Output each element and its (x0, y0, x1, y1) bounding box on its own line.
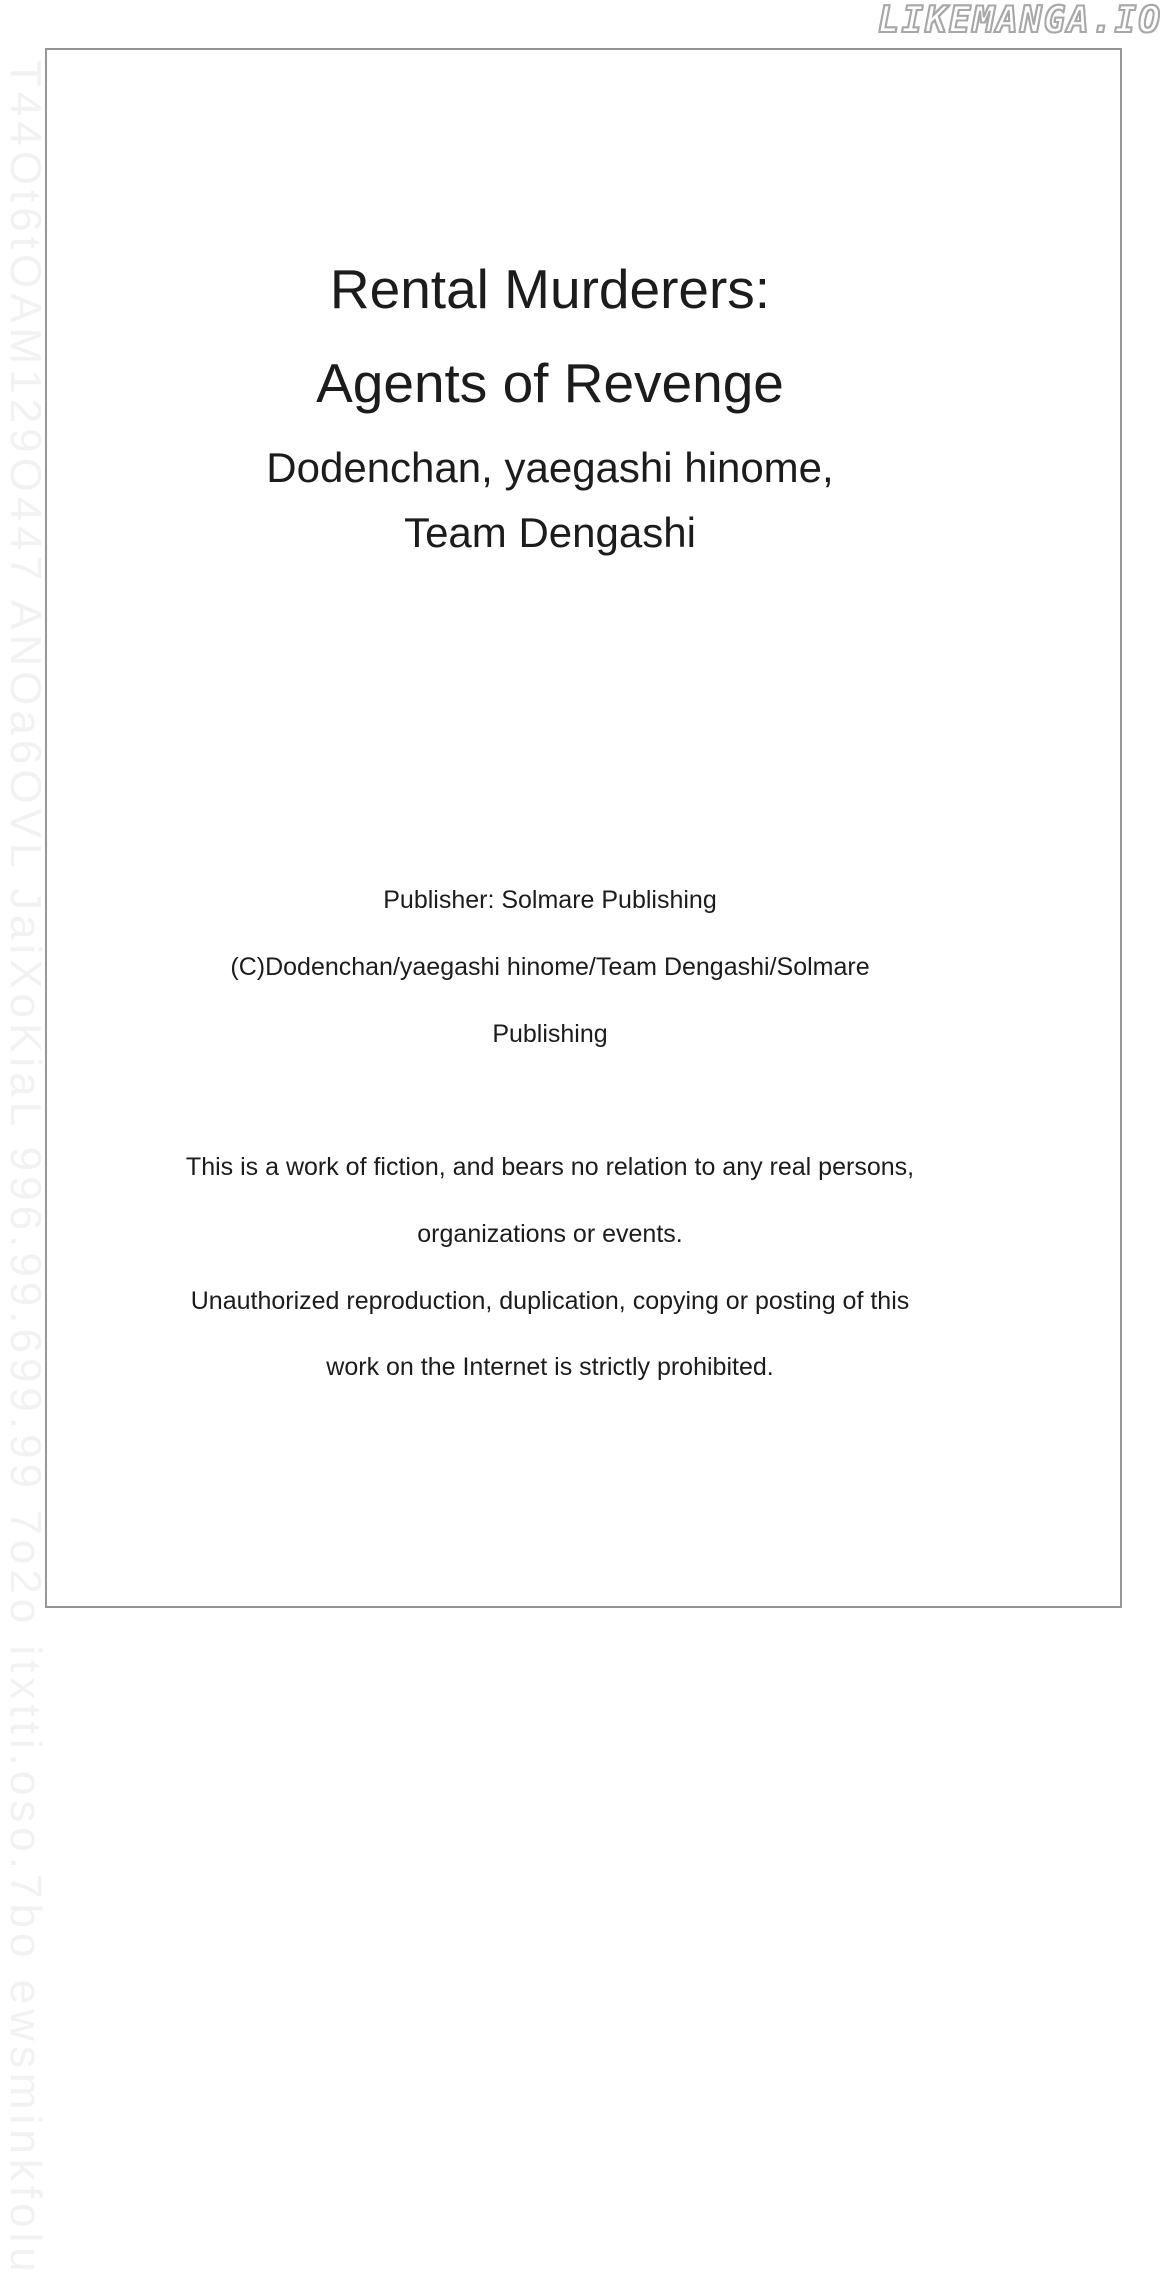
authors-line1: Dodenchan, yaegashi hinome, (266, 444, 834, 491)
prohibition-line1: Unauthorized reproduction, duplication, copying or posting of this (190, 1287, 910, 1315)
site-watermark: LIKEMANGA.IO (877, 0, 1162, 41)
disclaimer-line1: This is a work of fiction, and bears no relation to any real persons, (185, 1153, 915, 1181)
disclaimer-line2: organizations or events. (417, 1220, 683, 1248)
copyright-line2: Publishing (492, 1020, 608, 1048)
publisher-line: Publisher: Solmare Publishing (383, 886, 717, 914)
page-title-line2: Agents of Revenge (316, 352, 784, 414)
page-title-line1: Rental Murderers: (329, 258, 771, 320)
credits-content (45, 0, 1055, 1667)
prohibition-line2: work on the Internet is strictly prohibited. (326, 1353, 774, 1381)
side-watermark-text: T44Ot6tOAM129O447 ANOa6OVL JaiXoKiaL 996.99.699.99 7o2o itxtti.oso.7bo ewsminkfolu (1, 60, 50, 2277)
copyright-line1: (C)Dodenchan/yaegashi hinome/Team Dengashi/Solmare (230, 953, 870, 981)
authors-line2: Team Dengashi (404, 509, 696, 556)
